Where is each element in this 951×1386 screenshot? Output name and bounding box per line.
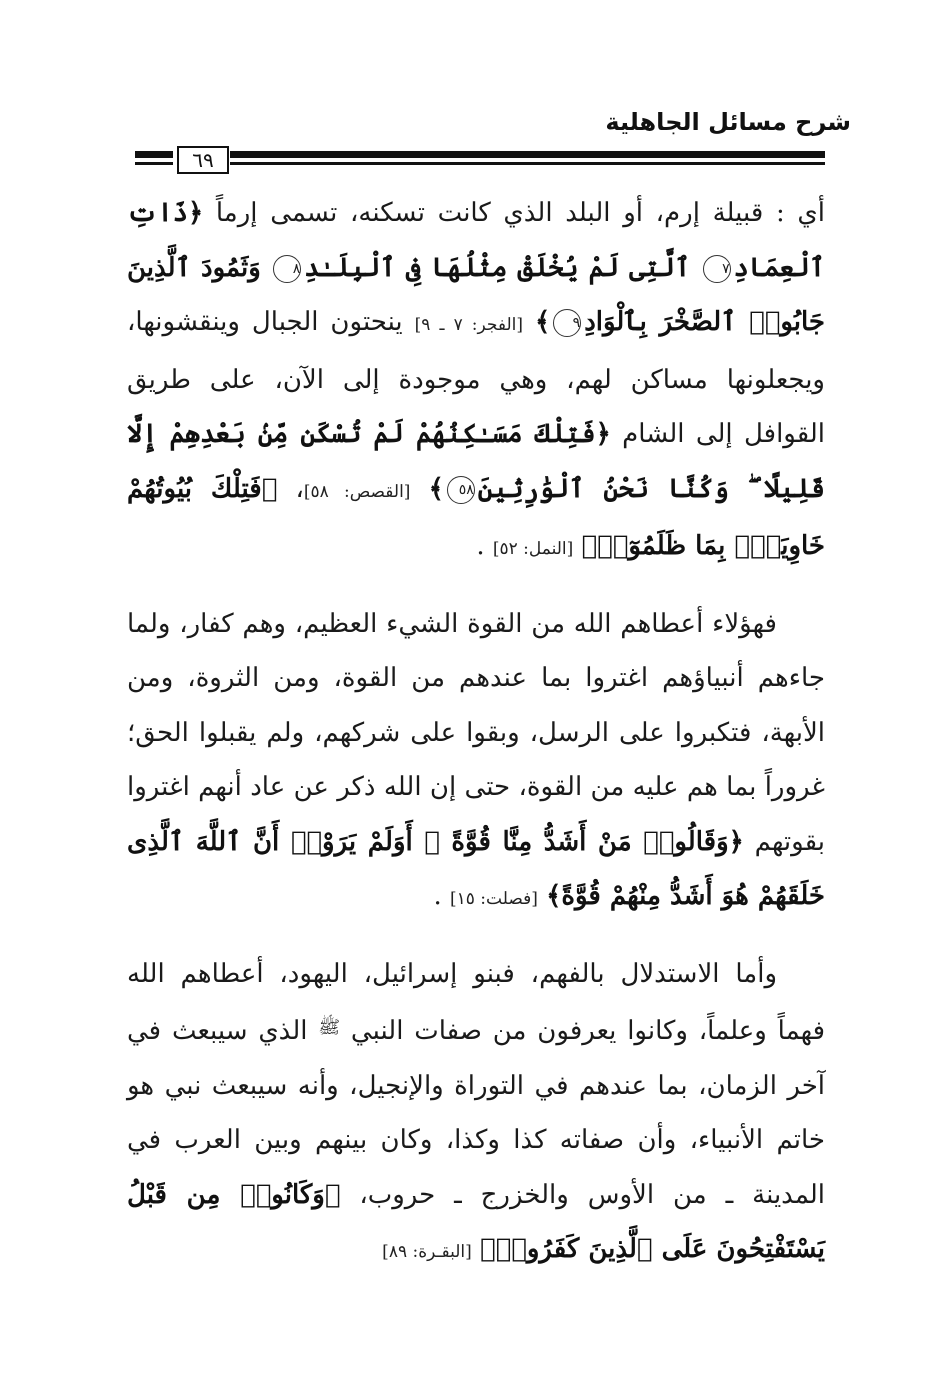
salutation-glyph: ﷺ — [318, 1017, 341, 1038]
text-run: فهؤلاء أعطاهم الله من القوة الشيء العظيم، وهم كفار، ولما جاءهم أنبياؤهم اغتروا بما عندهم من القوة، ومن الثروة، ومن الأبهة، فتكبروا على الرسل، وبقوا على شركهم، ولم يقبلوا الحق؛ غروراً بما هم عليه من القوة، حتى إن الله ذكر عن عاد أنهم اغتروا بقوتهم — [127, 608, 825, 857]
quran-verse: فَتِلْكَ بُيُوتُهُمْ خَاوِيَةًۢ بِمَا ظَلَمُوٓا۟ — [127, 473, 825, 561]
quran-verse: وَقَالُوا۟ مَنْ أَشَدُّ مِنَّا قُوَّةً ۖ أَوَلَمْ يَرَوْا۟ أَنَّ ٱللَّهَ ٱلَّذِى خَلَقَهُمْ هُوَ أَشَدُّ مِنْهُمْ قُوَّةً — [127, 826, 825, 911]
quran-verse: ذَاتِ ٱلْعِمَادِ — [127, 198, 826, 283]
header-rule-stub-thick — [135, 151, 173, 158]
quran-bracket-close: ﴾ — [581, 531, 598, 561]
verse-number-mark: ٧ — [703, 255, 731, 283]
text-run: الذي سيبعث في آخر الزمان، بما عندهم في التوراة والإنجيل، وأنه سيبعث نبي هو خاتم الأنبياء، وأن صفاته كذا وكذا، وكان بينهم وبين العرب في المدينة ـ من الأوس والخزرج ـ حروب، — [127, 1016, 826, 1210]
header-rule — [125, 146, 825, 174]
text-run: ينحتون الجبال وينقشونها، ويجعلونها مساكن لهم، وهي موجودة إلى الآن، على طريق القوافل إلى الشام — [127, 307, 826, 449]
paragraph-2 — [127, 597, 825, 927]
quran-verse: وَكَانُوا۟ مِن قَبْلُ يَسْتَفْتِحُونَ عَلَى ٱلَّذِينَ كَفَرُوا۟ — [127, 1179, 825, 1264]
separator: ، — [295, 473, 304, 504]
quran-bracket-close: ﴾ — [546, 881, 562, 911]
header-rule-thin — [230, 162, 825, 165]
quran-verse: وَثَمُودَ ٱلَّذِينَ جَابُوا۟ ٱلصَّخْرَ بِٱلْوَادِ — [127, 252, 825, 337]
period: . — [476, 531, 485, 561]
header-rule-stub-thin — [135, 162, 173, 165]
quran-bracket-open: ﴿ — [595, 419, 611, 449]
quran-verse: فَتِلْكَ مَسَـٰكِنُهُمْ لَمْ تُسْكَن مِّنۢ بَعْدِهِمْ إِلَّا قَلِيلًا ۖ وَكُنَّا نَحْنُ ٱلْوَٰرِثِينَ — [127, 419, 826, 504]
quran-reference: [النمل: ٥٢] — [492, 539, 574, 559]
page-number: ٦٩ — [177, 146, 229, 174]
quran-reference: [القصص: ٥٨] — [303, 481, 411, 502]
quran-reference: [البقـرة: ٨٩] — [382, 1242, 472, 1262]
quran-bracket-open: ﴿ — [324, 1179, 341, 1210]
text-run: وأما الاستدلال بالفهم، فبنو إسرائيل، اليهود، أعطاهم الله فهماً وعلماً، وكانوا يعرفون من صفات النبي — [127, 958, 826, 1046]
body-text — [127, 186, 825, 1280]
quran-reference: [فصلت: ١٥] — [449, 889, 538, 909]
paragraph-1 — [127, 186, 825, 577]
quran-verse: ٱلَّتِى لَمْ يُخْلَقْ مِثْلُهَا فِى ٱلْبِلَـٰدِ — [304, 252, 691, 283]
running-title: شرح مسائل الجاهلية — [605, 108, 851, 136]
quran-bracket-close: ﴾ — [480, 1234, 496, 1264]
quran-bracket-open: ﴿ — [261, 473, 278, 504]
quran-bracket-close: ﴾ — [428, 473, 444, 504]
quran-bracket-open: ﴿ — [187, 198, 204, 228]
quran-bracket-close: ﴾ — [534, 307, 551, 337]
quran-reference: [الفجر: ٧ ـ ٩] — [414, 315, 524, 335]
verse-number-mark: ٨ — [273, 255, 301, 283]
header-rule-thick — [230, 151, 825, 158]
quran-bracket-open: ﴿ — [728, 826, 744, 857]
paragraph-3 — [127, 947, 825, 1280]
period: . — [433, 881, 442, 911]
verse-number-mark: ٩ — [553, 309, 581, 337]
verse-number-mark: ٥٨ — [447, 476, 475, 504]
text-run: أي : قبيلة إرم، أو البلد الذي كانت تسكنه، تسمى إرماً — [215, 198, 826, 228]
